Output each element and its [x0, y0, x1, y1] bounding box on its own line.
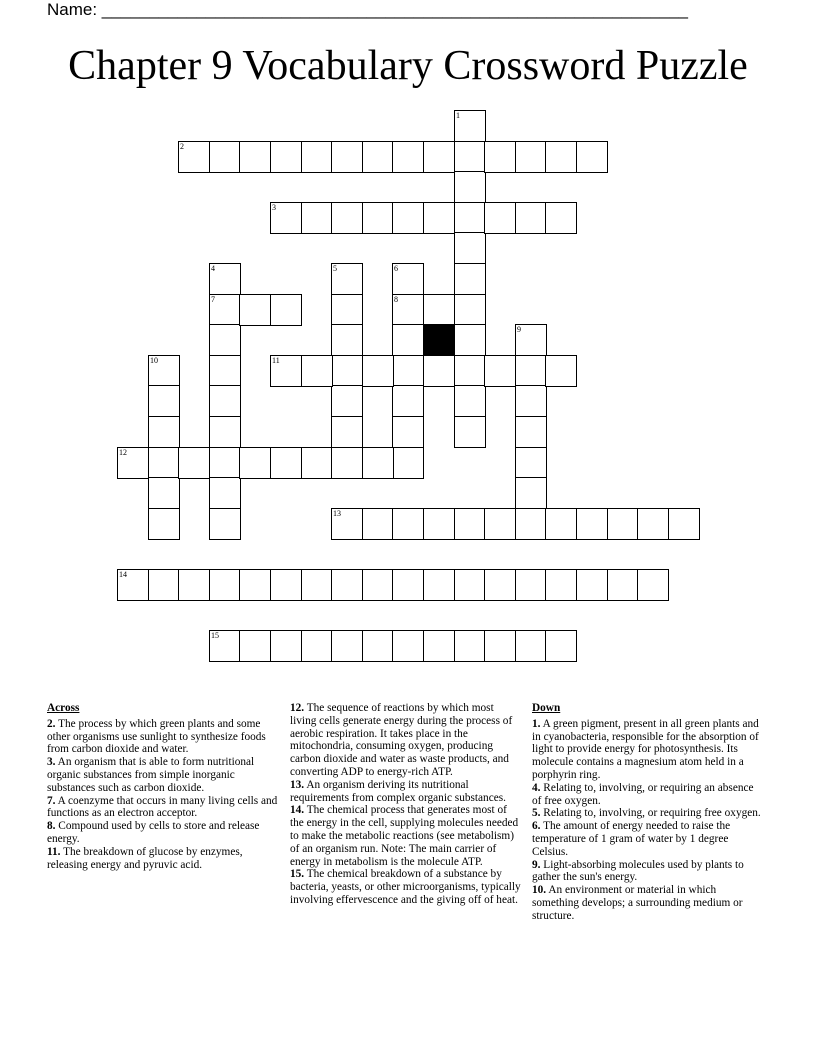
clue-number-label: 4 — [211, 264, 215, 273]
answer-cell[interactable] — [301, 141, 333, 173]
answer-cell[interactable] — [270, 141, 302, 173]
answer-cell[interactable] — [515, 508, 547, 540]
clue-text: The breakdown of glucose by enzymes, releasing energy and pyruvic acid. — [47, 845, 243, 871]
answer-cell[interactable] — [392, 141, 424, 173]
answer-cell[interactable] — [362, 355, 394, 387]
answer-cell[interactable] — [576, 569, 608, 601]
answer-cell[interactable] — [545, 202, 577, 234]
answer-cell[interactable] — [392, 385, 424, 417]
clue-number: 6. — [532, 820, 541, 833]
name-line: Name: ______________________________________________________________ — [47, 0, 688, 19]
answer-cell[interactable] — [392, 508, 424, 540]
answer-cell[interactable] — [270, 447, 302, 479]
answer-cell[interactable] — [484, 508, 516, 540]
clue-text: An organism that is able to form nutritional organic substances from simple inorganic substances such as carbon dioxide. — [47, 756, 255, 794]
clue-text: An environment or material in which something develops; a surrounding medium or structure. — [532, 884, 743, 922]
answer-cell[interactable] — [301, 202, 333, 234]
answer-cell[interactable] — [515, 355, 547, 387]
clue-number-label: 1 — [456, 111, 460, 120]
answer-cell[interactable] — [515, 447, 547, 479]
clue-number-label: 7 — [211, 295, 215, 304]
answer-cell[interactable] — [209, 416, 241, 448]
answer-cell[interactable] — [515, 202, 547, 234]
clue-text: Relating to, involving, or requiring free oxygen. — [540, 807, 761, 820]
across-clue — [290, 779, 522, 805]
clue-number: 13. — [290, 778, 305, 791]
answer-cell[interactable] — [178, 569, 210, 601]
answer-cell[interactable] — [331, 569, 363, 601]
answer-cell[interactable] — [239, 294, 271, 326]
clue-number: 10. — [532, 884, 547, 897]
clue-number-label: 2 — [180, 142, 184, 151]
clue-number: 11. — [47, 845, 61, 858]
answer-cell[interactable] — [301, 630, 333, 662]
answer-cell[interactable] — [331, 447, 363, 479]
answer-cell[interactable] — [148, 385, 180, 417]
black-square — [423, 324, 455, 356]
answer-cell[interactable] — [454, 324, 486, 356]
clue-number: 5. — [532, 807, 541, 820]
answer-cell[interactable] — [607, 508, 639, 540]
answer-cell[interactable] — [331, 385, 363, 417]
clue-number-label: 14 — [119, 570, 127, 579]
answer-cell[interactable] — [331, 294, 363, 326]
answer-cell[interactable] — [209, 447, 241, 479]
clue-number-label: 6 — [394, 264, 398, 273]
clue-text: A green pigment, present in all green plants and in cyanobacteria, responsible for the absorption of light to provide energy for photosynthesis. Its molecule contains a magnesium atom held in a porphyrin ring. — [532, 717, 759, 781]
answer-cell[interactable] — [209, 569, 241, 601]
answer-cell[interactable] — [515, 141, 547, 173]
clue-number: 9. — [532, 858, 541, 871]
clue-number: 14. — [290, 804, 305, 817]
answer-cell[interactable] — [239, 630, 271, 662]
answer-cell[interactable] — [545, 569, 577, 601]
answer-cell[interactable] — [209, 324, 241, 356]
answer-cell[interactable] — [270, 294, 302, 326]
answer-cell[interactable] — [362, 508, 394, 540]
answer-cell[interactable] — [423, 202, 455, 234]
clue-text: The chemical breakdown of a substance by bacteria, yeasts, or other microorganisms, typically involving effervescence and the giving off of heat. — [290, 868, 521, 906]
across-clue — [290, 702, 522, 779]
answer-cell[interactable] — [392, 355, 424, 387]
clue-number-label: 8 — [394, 295, 398, 304]
answer-cell[interactable] — [362, 202, 394, 234]
answer-cell[interactable] — [331, 202, 363, 234]
answer-cell[interactable] — [484, 202, 516, 234]
answer-cell[interactable] — [637, 508, 669, 540]
answer-cell[interactable] — [423, 294, 455, 326]
clue-number: 2. — [47, 717, 56, 730]
answer-cell[interactable] — [515, 416, 547, 448]
answer-cell[interactable] — [392, 202, 424, 234]
clue-number: 4. — [532, 781, 541, 794]
clue-number: 8. — [47, 820, 56, 833]
across-heading: Across — [47, 702, 80, 714]
answer-cell[interactable] — [209, 508, 241, 540]
answer-cell[interactable] — [576, 141, 608, 173]
clue-number-label: 13 — [333, 509, 341, 518]
answer-cell[interactable] — [331, 416, 363, 448]
answer-cell[interactable] — [637, 569, 669, 601]
answer-cell[interactable] — [454, 355, 486, 387]
clue-text: The chemical process that generates most of the energy in the cell, supplying molecules needed to make the metabolic reactions (see metabolism) of an organism run. Note: The main carrier of energy in metabolism is the molecule ATP. — [290, 804, 519, 868]
clue-number-label: 12 — [119, 448, 127, 457]
answer-cell[interactable] — [454, 141, 486, 173]
across-clue — [47, 795, 279, 821]
clue-number-label: 15 — [211, 631, 219, 640]
answer-cell[interactable] — [270, 569, 302, 601]
answer-cell[interactable] — [423, 569, 455, 601]
clue-column-2 — [290, 702, 522, 907]
across-clue — [47, 718, 279, 756]
answer-cell[interactable] — [484, 630, 516, 662]
answer-cell[interactable] — [607, 569, 639, 601]
answer-cell[interactable] — [362, 141, 394, 173]
answer-cell[interactable] — [454, 263, 486, 295]
down-clue — [532, 718, 764, 782]
clue-number-label: 3 — [272, 203, 276, 212]
answer-cell[interactable] — [301, 355, 333, 387]
answer-cell[interactable] — [209, 477, 241, 509]
answer-cell[interactable] — [454, 630, 486, 662]
answer-cell[interactable] — [454, 385, 486, 417]
answer-cell[interactable] — [209, 355, 241, 387]
answer-cell[interactable] — [454, 508, 486, 540]
clue-number-label: 10 — [150, 356, 158, 365]
answer-cell[interactable] — [178, 447, 210, 479]
across-clue — [290, 804, 522, 868]
answer-cell[interactable] — [209, 141, 241, 173]
answer-cell[interactable] — [545, 141, 577, 173]
answer-cell[interactable] — [454, 416, 486, 448]
answer-cell[interactable] — [454, 569, 486, 601]
answer-cell[interactable] — [423, 355, 455, 387]
clue-number-label: 11 — [272, 356, 280, 365]
answer-cell[interactable] — [454, 202, 486, 234]
answer-cell[interactable] — [545, 355, 577, 387]
answer-cell[interactable] — [515, 630, 547, 662]
clue-text: The amount of energy needed to raise the temperature of 1 gram of water by 1 degree Celsius. — [532, 820, 731, 858]
answer-cell[interactable] — [392, 416, 424, 448]
answer-cell[interactable] — [331, 324, 363, 356]
answer-cell[interactable] — [331, 630, 363, 662]
answer-cell[interactable] — [239, 447, 271, 479]
answer-cell[interactable] — [454, 232, 486, 264]
clue-text: The process by which green plants and some other organisms use sunlight to synthesize foods from carbon dioxide and water. — [47, 717, 266, 756]
answer-cell[interactable] — [423, 141, 455, 173]
across-clue — [290, 868, 522, 906]
answer-cell[interactable] — [515, 569, 547, 601]
down-clue — [532, 884, 764, 922]
answer-cell[interactable] — [301, 569, 333, 601]
clue-number: 3. — [47, 756, 56, 769]
answer-cell[interactable] — [148, 508, 180, 540]
clue-number: 15. — [290, 868, 305, 881]
answer-cell[interactable] — [392, 569, 424, 601]
answer-cell[interactable] — [576, 508, 608, 540]
answer-cell[interactable] — [515, 385, 547, 417]
clue-number-label: 5 — [333, 264, 337, 273]
answer-cell[interactable] — [362, 569, 394, 601]
answer-cell[interactable] — [484, 355, 516, 387]
down-heading: Down — [532, 702, 561, 714]
answer-cell[interactable] — [392, 447, 424, 479]
page-title: Chapter 9 Vocabulary Crossword Puzzle — [68, 43, 748, 89]
clue-number: 7. — [47, 794, 56, 807]
down-clue — [532, 807, 764, 820]
answer-cell[interactable] — [423, 508, 455, 540]
answer-cell[interactable] — [392, 630, 424, 662]
answer-cell[interactable] — [362, 630, 394, 662]
clue-text: Light-absorbing molecules used by plants to gather the sun's energy. — [532, 858, 744, 884]
answer-cell[interactable] — [484, 569, 516, 601]
answer-cell[interactable] — [515, 477, 547, 509]
clue-text: A coenzyme that occurs in many living cells and functions as an electron acceptor. — [47, 794, 278, 820]
across-clue — [47, 846, 279, 872]
answer-cell[interactable] — [423, 630, 455, 662]
clue-text: Compound used by cells to store and release energy. — [47, 820, 260, 845]
answer-cell[interactable] — [209, 385, 241, 417]
answer-cell[interactable] — [148, 569, 180, 601]
down-clue — [532, 859, 764, 885]
answer-cell[interactable] — [454, 294, 486, 326]
clue-column-3 — [532, 702, 764, 923]
across-clue — [47, 820, 279, 846]
clue-text: Relating to, involving, or requiring an absence of free oxygen. — [532, 781, 754, 807]
clue-number-label: 9 — [517, 325, 521, 334]
answer-cell[interactable] — [331, 141, 363, 173]
across-clue — [47, 756, 279, 794]
answer-cell[interactable] — [148, 447, 180, 479]
answer-cell[interactable] — [454, 171, 486, 203]
answer-cell[interactable] — [362, 447, 394, 479]
clue-text: An organism deriving its nutritional requirements from complex organic substances. — [290, 778, 506, 804]
answer-cell[interactable] — [484, 141, 516, 173]
answer-cell[interactable] — [331, 355, 363, 387]
down-clue — [532, 820, 764, 858]
answer-cell[interactable] — [148, 416, 180, 448]
answer-cell[interactable] — [301, 447, 333, 479]
answer-cell[interactable] — [668, 508, 700, 540]
answer-cell[interactable] — [545, 508, 577, 540]
clue-number: 1. — [532, 717, 541, 730]
clue-column-1 — [47, 702, 279, 871]
clue-number: 12. — [290, 702, 305, 714]
clue-text: The sequence of reactions by which most living cells generate energy during the process of aerobic respiration. It takes place in the mitochondria, consuming oxygen, producing carbon dioxide and water as waste products, and converting ADP to energy-rich ATP. — [290, 702, 513, 778]
answer-cell[interactable] — [545, 630, 577, 662]
answer-cell[interactable] — [239, 569, 271, 601]
answer-cell[interactable] — [270, 630, 302, 662]
answer-cell[interactable] — [392, 324, 424, 356]
down-clue — [532, 782, 764, 808]
answer-cell[interactable] — [148, 477, 180, 509]
answer-cell[interactable] — [239, 141, 271, 173]
